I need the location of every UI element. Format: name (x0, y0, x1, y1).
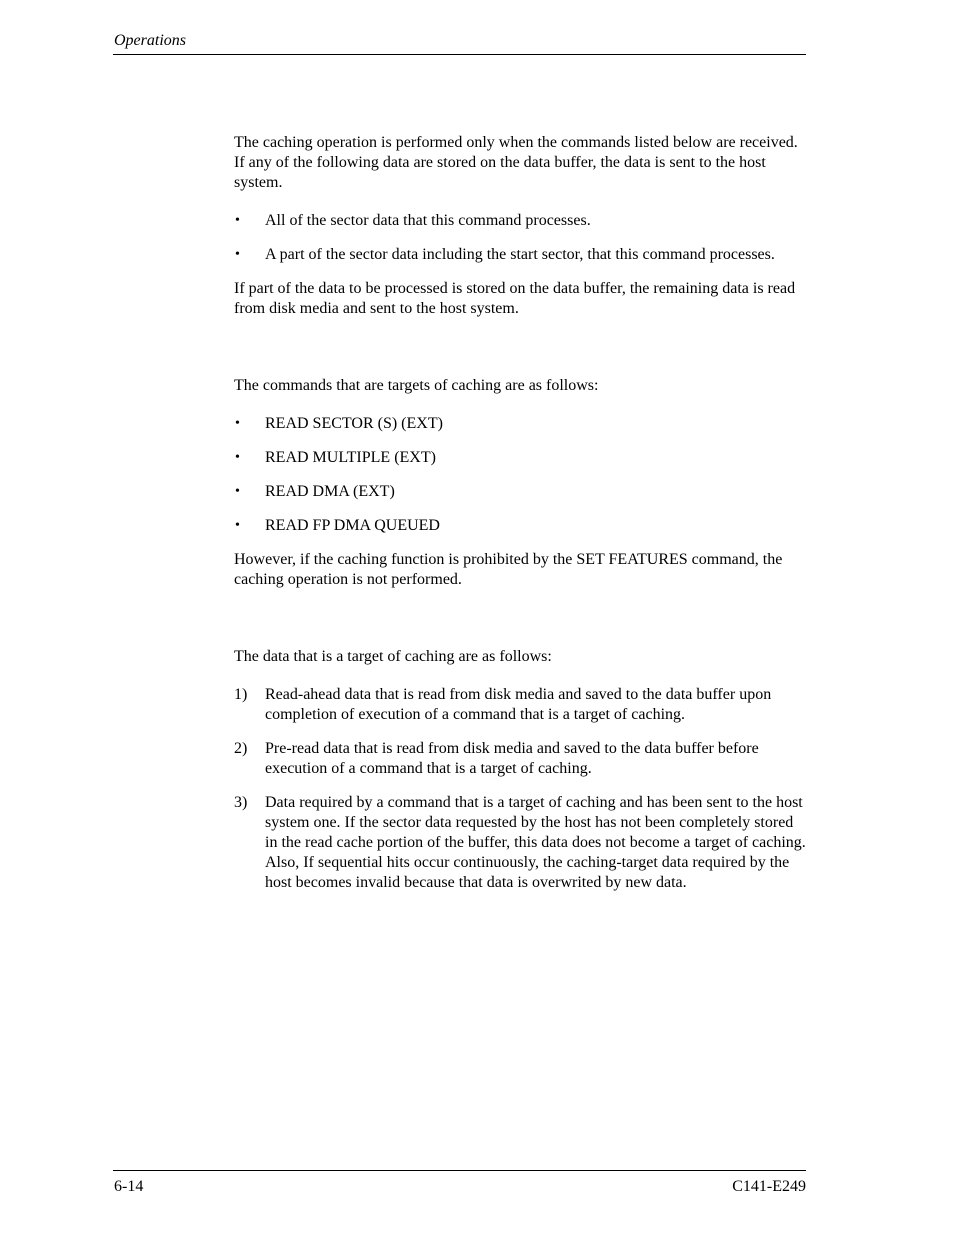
target-commands-intro: The commands that are targets of caching are as follows: (234, 377, 599, 394)
item-number: 3) (234, 794, 248, 811)
page-number: 6-14 (114, 1178, 144, 1195)
document-id: C141-E249 (732, 1178, 806, 1195)
list-item (234, 211, 809, 231)
header-rule (113, 54, 806, 55)
item-number: 2) (234, 740, 248, 757)
item-number: 1) (234, 686, 248, 703)
numbered-item (234, 685, 809, 725)
list-item-text: READ FP DMA QUEUED (265, 517, 440, 534)
list-item-text: READ SECTOR (S) (EXT) (265, 415, 443, 432)
bullet-icon: • (235, 247, 240, 262)
list-item (234, 516, 809, 536)
numbered-item (234, 739, 809, 779)
bullet-icon: • (235, 484, 240, 499)
list-item-text: READ DMA (EXT) (265, 483, 395, 500)
bullet-icon: • (235, 450, 240, 465)
bullet-icon: • (235, 416, 240, 431)
list-item (234, 414, 809, 434)
list-item-text: All of the sector data that this command processes. (265, 212, 591, 229)
numbered-item-text: Pre-read data that is read from disk media and saved to the data buffer before execution of a command that is a target of caching. (265, 740, 759, 777)
list-item (234, 482, 809, 502)
bullet-icon: • (235, 213, 240, 228)
remaining-data-paragraph: If part of the data to be processed is stored on the data buffer, the remaining data is read from disk media and sent to the host system. (234, 280, 796, 317)
numbered-item-text: Data required by a command that is a target of caching and has been sent to the host system one. If the sector data requested by the host has not been completely stored in the read cache portion of the buffer, this data does not become a target of caching. Also, If sequential hits occur continuously, the caching-target data required by the host becomes invalid because that data is overwrited by new data. (265, 794, 806, 891)
target-data-intro: The data that is a target of caching are as follows: (234, 648, 552, 665)
page-body (234, 133, 809, 893)
bullet-icon: • (235, 518, 240, 533)
set-features-paragraph: However, if the caching function is prohibited by the SET FEATURES command, the caching operation is not performed. (234, 551, 783, 588)
list-item (234, 245, 809, 265)
footer-rule (113, 1170, 806, 1171)
list-item (234, 448, 809, 468)
list-item-text: READ MULTIPLE (EXT) (265, 449, 436, 466)
list-item-text: A part of the sector data including the start sector, that this command processes. (265, 246, 775, 263)
page-header-title: Operations (114, 32, 186, 49)
caching-operation-paragraph: The caching operation is performed only when the commands listed below are received. If any of the following data are stored on the data buffer, the data is sent to the host system. (234, 134, 798, 191)
numbered-item-text: Read-ahead data that is read from disk media and saved to the data buffer upon completion of execution of a command that is a target of caching. (265, 686, 772, 723)
numbered-item (234, 793, 809, 893)
